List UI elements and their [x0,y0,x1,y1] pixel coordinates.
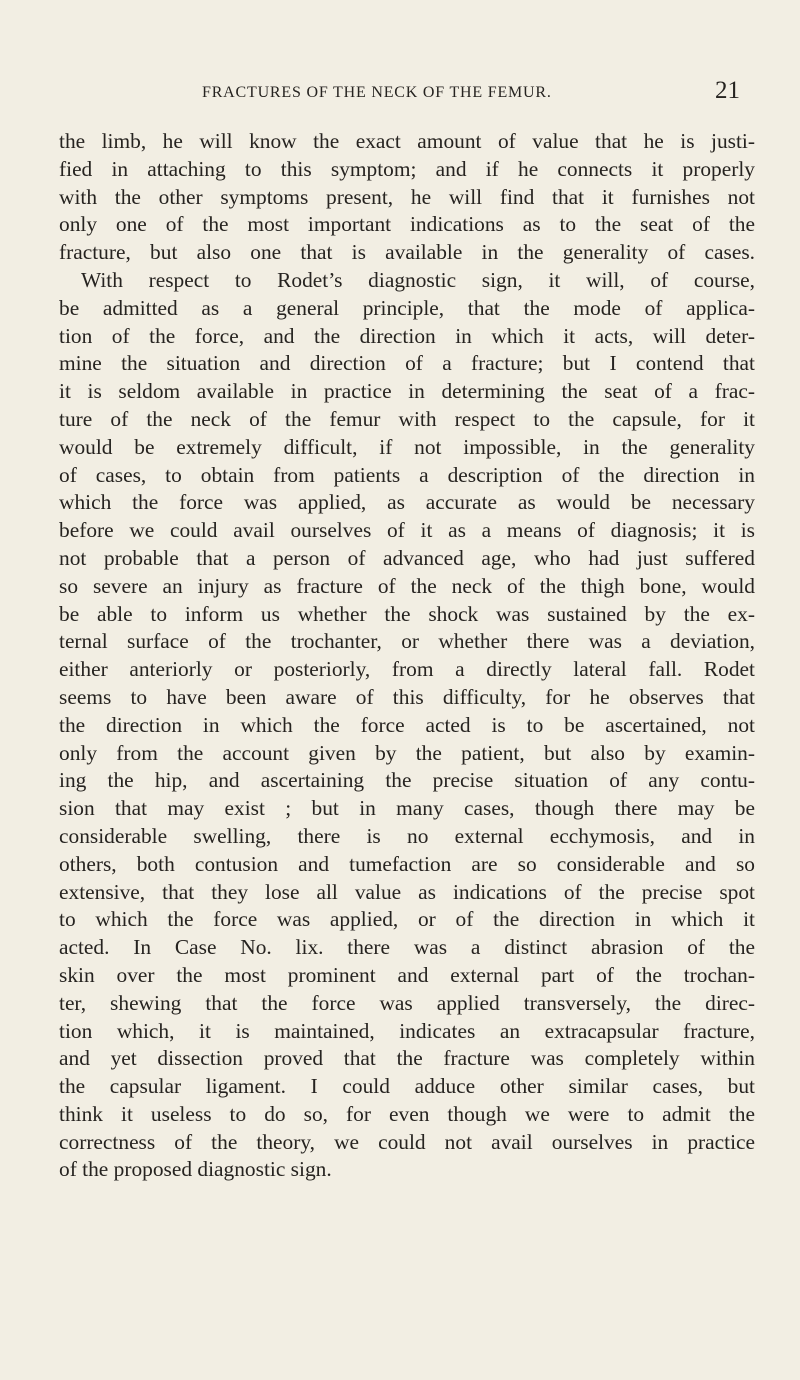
text-line: be admitted as a general principle, that the mode of applica- [59,295,755,320]
text-line: think it useless to do so, for even though we were to admit the [59,1101,755,1126]
text-line: fied in attaching to this symptom; and if he connects it properly [59,156,755,181]
text-line: of cases, to obtain from patients a description of the direction in [59,462,755,487]
text-line: only from the account given by the patient, but also by examin- [59,740,755,765]
text-line: the capsular ligament. I could adduce other similar cases, but [59,1074,755,1099]
page-number: 21 [715,77,740,104]
text-line: acted. In Case No. lix. there was a distinct abrasion of the [59,935,755,960]
text-line: ture of the neck of the femur with respect to the capsule, for it [59,406,755,431]
text-line: not probable that a person of advanced age, who had just suffered [59,545,755,570]
text-line: and yet dissection proved that the fracture was completely within [59,1046,755,1071]
text-line: tion which, it is maintained, indicates an extracapsular fracture, [59,1018,755,1043]
text-line: With respect to Rodet’s diagnostic sign, it will, of course, [81,267,755,292]
text-line: it is seldom available in practice in determining the seat of a frac- [59,379,755,404]
text-line: seems to have been aware of this difficulty, for he observes that [59,684,755,709]
text-line: only one of the most important indications as to the seat of the [59,212,755,237]
text-line: with the other symptoms present, he will find that it furnishes not [59,184,755,209]
text-line: the direction in which the force acted is to be ascertained, not [59,712,755,737]
text-line: which the force was applied, as accurate as would be necessary [59,490,755,515]
text-line: be able to inform us whether the shock was sustained by the ex- [59,601,755,626]
text-line: ing the hip, and ascertaining the precise situation of any contu- [59,768,755,793]
text-line: ter, shewing that the force was applied transversely, the direc- [59,990,755,1015]
running-head [60,77,740,108]
text-line: extensive, that they lose all value as indications of the precise spot [59,879,755,904]
text-line: mine the situation and direction of a fracture; but I contend that [59,351,755,376]
text-line: ternal surface of the trochanter, or whether there was a deviation, [59,629,755,654]
text-line: would be extremely difficult, if not impossible, in the generality [59,434,755,459]
text-line: considerable swelling, there is no external ecchymosis, and in [59,823,755,848]
text-line: sion that may exist ; but in many cases, though there may be [59,796,755,821]
text-line: tion of the force, and the direction in which it acts, will deter- [59,323,755,348]
text-line: so severe an injury as fracture of the neck of the thigh bone, would [59,573,755,598]
text-line: others, both contusion and tumefaction are so considerable and so [59,851,755,876]
text-line: of the proposed diagnostic sign. [59,1157,332,1182]
text-line: before we could avail ourselves of it as a means of diagnosis; it is [59,518,755,543]
text-line: fracture, but also one that is available in the generality of cases. [59,240,755,265]
text-line: skin over the most prominent and external part of the trochan- [59,962,755,987]
text-line: to which the force was applied, or of the direction in which it [59,907,755,932]
text-line: either anteriorly or posteriorly, from a directly lateral fall. Rodet [59,657,755,682]
body-text [59,128,755,1184]
text-line: correctness of the theory, we could not avail ourselves in practice [59,1129,755,1154]
running-title: FRACTURES OF THE NECK OF THE FEMUR. [202,84,552,101]
text-line: the limb, he will know the exact amount of value that he is justi- [59,129,755,153]
